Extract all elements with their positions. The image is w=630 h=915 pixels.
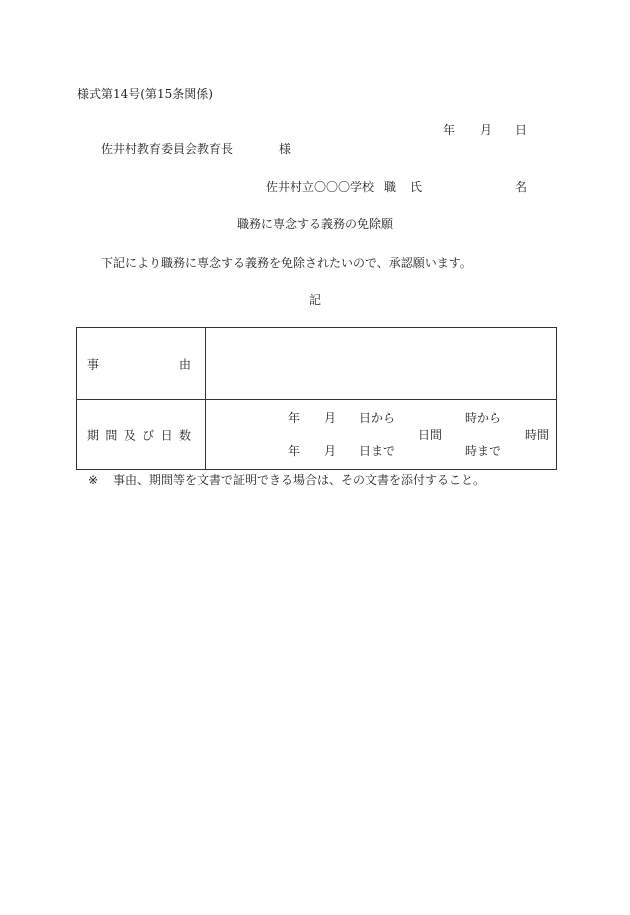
period-value-cell[interactable] xyxy=(206,400,557,470)
date-year-label: 年 xyxy=(443,123,456,137)
reason-label-cell xyxy=(77,328,206,400)
to-hour-label: 時まで xyxy=(465,444,502,458)
period-label-char: 数 xyxy=(178,428,191,442)
addressee-honorific: 様 xyxy=(279,142,292,156)
to-day-label: 日まで xyxy=(359,444,396,458)
footnote-text: 事由、期間等を文書で証明できる場合は、その文書を添付すること。 xyxy=(113,473,486,487)
period-label-char: 期 xyxy=(87,428,100,442)
hours-label: 時間 xyxy=(525,428,550,442)
period-label-char: び xyxy=(142,428,155,442)
reason-label-2: 由 xyxy=(178,357,191,371)
ki-label: 記 xyxy=(309,293,322,307)
to-month-label: 月 xyxy=(324,444,337,458)
form-number: 様式第14号(第15条関係) xyxy=(77,87,213,101)
document-body: 下記により職務に専念する義務を免除されたいので、承認願います。 xyxy=(101,256,472,270)
applicant-position: 職 xyxy=(384,180,397,194)
form-table xyxy=(76,327,557,470)
period-label-char: 日 xyxy=(160,428,173,442)
reason-value-cell[interactable] xyxy=(206,328,557,400)
date-day-label: 日 xyxy=(515,123,528,137)
applicant-school: 佐井村立〇〇〇学校 xyxy=(266,180,375,194)
from-year-label: 年 xyxy=(288,411,301,425)
to-year-label: 年 xyxy=(288,444,301,458)
period-label-char: 及 xyxy=(123,428,136,442)
reason-label-1: 事 xyxy=(87,357,100,371)
date-month-label: 月 xyxy=(480,123,493,137)
period-label-char: 間 xyxy=(105,428,118,442)
addressee-name: 佐井村教育委員会教育長 xyxy=(101,142,234,156)
from-day-label: 日から xyxy=(359,411,396,425)
from-month-label: 月 xyxy=(324,411,337,425)
footnote-mark: ※ xyxy=(88,473,99,487)
reason-row xyxy=(77,328,557,400)
period-label-cell xyxy=(77,400,206,470)
days-label: 日間 xyxy=(418,428,443,442)
period-row xyxy=(77,400,557,470)
applicant-name-label-1: 氏 xyxy=(410,180,423,194)
document-title: 職務に専念する義務の免除願 xyxy=(237,217,394,231)
applicant-name-label-2: 名 xyxy=(515,180,528,194)
from-hour-label: 時から xyxy=(465,411,502,425)
